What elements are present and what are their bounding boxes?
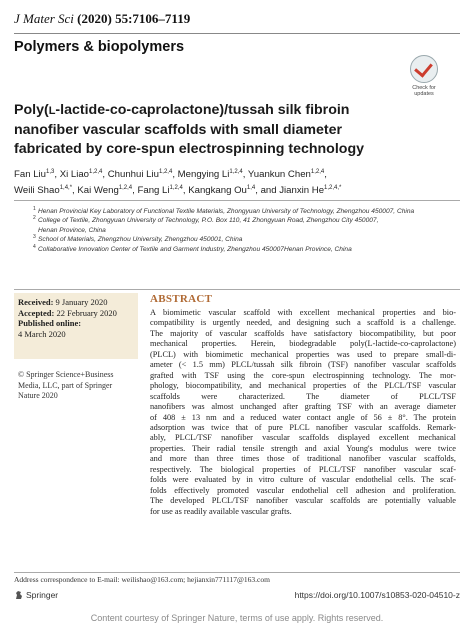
author[interactable]: Fang Li [137,184,170,196]
abstract-line: properties. Their radial tensile strength and axial Young's modulus were twice [150,443,456,453]
affiliation-item: 3 School of Materials, Zhengzhou University, Zhengzhou 450001, China [33,234,243,244]
springer-logo: Springer [14,590,58,600]
accepted-date: Accepted: 22 February 2020 [18,307,117,318]
abstract-line: of 408 ± 13 nm and a reduced water contact angle of 56 ± 8°. The protein [150,412,456,422]
published-label: Published online: [18,318,82,328]
abstract-line: A biomimetic vascular scaffold with excellent mechanical properties and bio- [150,308,456,317]
abstract-line: phology, biocompatibility, and mechanical properties of the PLCL/TSF vascular [150,381,456,391]
article-title [14,101,454,159]
author[interactable]: Fan Liu [14,169,46,181]
journal-header [14,11,190,27]
author[interactable]: Kangkang Ou [188,184,247,196]
copyright-note: © Springer Science+Business Media, LLC, part of Springer Nature 2020 [18,370,114,400]
abstract-line: respectively. The biological properties of PLCL/TSF nanofiber vascular scaf- [150,464,456,474]
published-date: 4 March 2020 [18,328,66,339]
abstract-line: folds effectively promoted vascular endothelial cell adhesion and proliferation. [150,485,456,495]
title-line-2: nanofiber vascular scaffolds with small diameter [14,122,342,138]
author-list [14,166,454,197]
section-label: Polymers & biopolymers [14,39,185,55]
footer-notice: Content courtesy of Springer Nature, terms of use apply. Rights reserved. [0,608,474,629]
abstract-line: scaffolds were characterized. The diameter of PLCL/TSF [150,391,456,401]
abstract-line: for use as readily available vascular grafts. [150,506,292,516]
abstract-line: mechanical properties. Herein, biodegradable poly(L-lactide-co-caprolactone) [150,339,456,349]
journal-volume: (2020) 55:7106–7119 [77,11,191,26]
abstract-text [150,308,456,517]
abstract-line: grafted with TSF using the core-spun electrospinning technology. The mor- [150,370,456,380]
author[interactable]: Jianxin He [279,184,325,196]
author[interactable]: Kai Weng [77,184,119,196]
author[interactable]: Xi Liao [59,169,90,181]
abstract-line: nanofibers was almost unchanged after grafting TSF with an average diameter [150,402,456,412]
affiliation-item: 1 Henan Provincial Key Laboratory of Functional Textile Materials, Zhongyuan University of Technology, Zhengzhou 450007, China [33,206,415,215]
abstract-heading: ABSTRACT [150,293,213,305]
affiliation-item: 4 Collaborative Innovation Center of Textile and Garment Industry, Zhengzhou 450007Henan Province, China [33,243,352,253]
author[interactable]: Mengying Li [177,169,230,181]
header-divider [14,33,460,34]
abstract-divider [14,289,460,290]
journal-name: J Mater Sci [14,11,74,26]
affiliation-item: 2 College of Textile, Zhongyuan University of Technology, P.O. Box 110, 41 Zhongyuan Road, Zhengzhou City 450007, [33,215,379,225]
abstract-line: folds were evaluated by in vitro culture of vascular endothelial cells. The scaf- [150,475,456,485]
affiliation-item: Henan Province, China [38,226,106,234]
author[interactable]: Yuankun Chen [247,169,311,181]
author[interactable]: Weili Shao [14,184,60,196]
affiliation-divider [14,200,460,201]
dates-box [14,293,138,359]
author[interactable]: Chunhui Liu [107,169,159,181]
abstract-line: ably, PLCL/TSF nanofiber vascular scaffolds displayed excellent mechanical [150,433,456,443]
abstract-line: and more than three times those of traditional nanofiber vascular scaffolds, [150,454,456,464]
title-line-3: fabricated by core-spun electrospinning technology [14,141,365,157]
abstract-line: compatibility is urgently needed, and designing such a scaffold is a challenge. [150,318,456,328]
abstract-line: The developed PLCL/TSF nanofiber vascular scaffolds are potentially valuable [150,496,456,506]
received-date: Received: 9 January 2020 [18,297,108,307]
title-line-1: Poly(L-lactide-co-caprolactone)/tussah silk fibroin [14,102,350,118]
affiliation-list [33,206,458,254]
check-updates-text: Check for updates [412,85,436,97]
abstract-line: The majority of vascular scaffolds have satisfactory biocompatibility, but poor [150,328,456,338]
check-updates-icon [410,55,438,83]
correspondence-address: Address correspondence to E-mail: weilishao@163.com; hejianxin771117@163.com [14,575,270,584]
author-line-2: Weili Shao$^{1,4,*}$, Kai Weng$^{1,2,4}$, Fang Li$^{1,2,4}$, Kangkang Ou$^{1,4}$, and Jianxin $He^{1,2,4,*}$ [14,184,342,196]
doi-link[interactable]: https://doi.org/10.1007/s10853-020-04510-z [294,590,460,600]
springer-horse-icon [14,590,24,600]
abstract-line: adsorption was twice that of pure PLCL nanofiber vascular scaffolds. Remark- [150,422,456,432]
author-line-1: Fan Liu$^{1,3}$, Xi Liao$^{1,2,4}$, Chunhui Liu$^{1,2,4}$, Mengying Li$^{1,2,4}$, Yuankun Chen$^{1,2,4}$, [14,169,327,181]
abstract-line: ameter (< 1.5 mm) PLCL/tussah silk fibroin (TSF) nanofiber vascular scaffolds [150,360,456,370]
footer-divider [14,572,460,573]
abstract-line: (PLCL) with biomimetic mechanical properties was used to prepare small-di- [150,349,456,359]
check-for-updates-badge[interactable] [404,55,444,99]
